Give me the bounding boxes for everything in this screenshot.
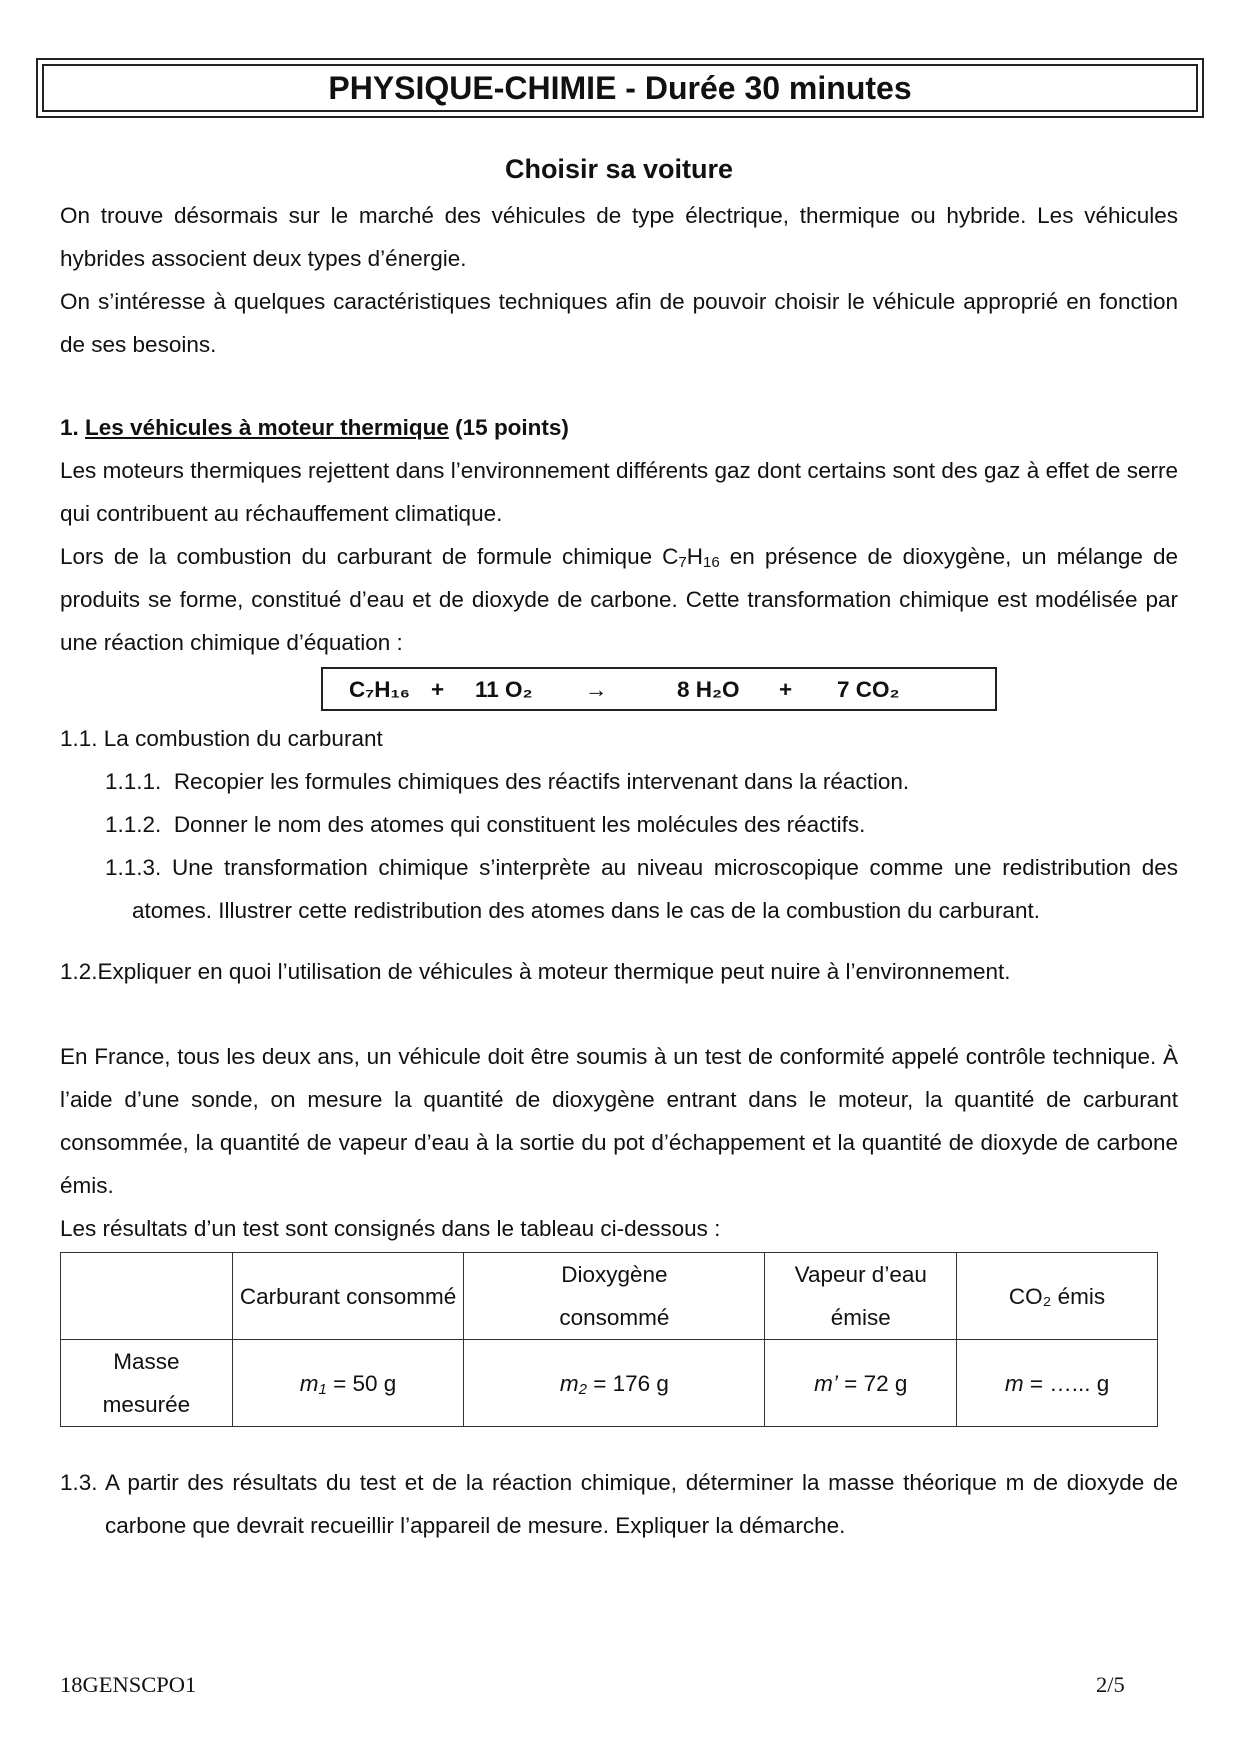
equation-product-1: 8 H₂O <box>677 677 740 702</box>
exercise-title: Choisir sa voiture <box>504 154 734 184</box>
paragraph-controle-technique: En France, tous les deux ans, un véhicule doit être soumis à un test de conformité appelé contrôle technique. À l’aide d’une sonde, on mesure la quantité de dioxygène entrant dans le moteur, la quantité de carburant consommée, la quantité de vapeur d’eau à la sortie du pot d’échappement et la quantité de dioxyde de carbone émis. <box>60 1044 1178 1198</box>
table-header-cell: CO₂ émis <box>957 1253 1158 1340</box>
table-cell: $m_1 = 50$ g <box>232 1340 464 1427</box>
equation-plus-2: + <box>779 677 793 702</box>
question-1-2: 1.2.Expliquer en quoi l’utilisation de véhicules à moteur thermique peut nuire à l’environnement. <box>60 959 1011 984</box>
table-cell: m’ = 72 g <box>765 1340 957 1427</box>
equation-plus-1: + <box>431 677 445 702</box>
footer-code: 18GENSCPO1 <box>60 1672 197 1697</box>
table-cell: $m_2 = 176$ g <box>464 1340 765 1427</box>
section-1-paragraph-2: Lors de la combustion du carburant de formule chimique $C_7H_{16}$ en présence de dioxygène, un mélange de produits se forme, constitué d’eau et de dioxyde de carbone. Cette transformation chimique est modélisée par une réaction chimique d’équation : <box>60 544 1178 655</box>
section-1-number: 1. <box>60 415 79 440</box>
section-1-paragraph-1: Les moteurs thermiques rejettent dans l’environnement différents gaz dont certains sont des gaz à effet de serre qui contribuent au réchauffement climatique. <box>60 458 1178 526</box>
question-1-3: 1.3. A partir des résultats du test et de la réaction chimique, déterminer la masse théorique m de dioxyde de carbone que devrait recueillir l’appareil de mesure. Expliquer la démarche. <box>60 1470 1178 1538</box>
table-corner-cell <box>61 1253 233 1340</box>
footer-page-number: 2/5 <box>1096 1672 1125 1697</box>
page-title: PHYSIQUE-CHIMIE - Durée 30 minutes <box>42 64 1198 112</box>
table-header-cell: Vapeur d’eau émise <box>765 1253 957 1340</box>
section-1-title: Les véhicules à moteur thermique <box>85 415 449 440</box>
question-1-1-3: 1.1.3. Une transformation chimique s’interprète au niveau microscopique comme une redistribution des atomes. Illustrer cette redistribution des atomes dans le cas de la combustion du carburant. <box>105 855 1178 923</box>
table-cell: m = …... g <box>957 1340 1158 1427</box>
equation-product-2: 7 CO₂ <box>837 677 900 702</box>
table-row-label: Masse mesurée <box>61 1340 233 1427</box>
table-row <box>61 1340 1158 1427</box>
question-1-1-1: 1.1.1. Recopier les formules chimiques des réactifs intervenant dans la réaction. <box>105 769 910 794</box>
intro-paragraph-2: On s’intéresse à quelques caractéristiques techniques afin de pouvoir choisir le véhicule approprié en fonction de ses besoins. <box>60 289 1178 357</box>
table-header-cell: Dioxygène consommé <box>464 1253 765 1340</box>
table-header-row <box>61 1253 1158 1340</box>
equation-reactant-1: C₇H₁₆ <box>349 677 411 702</box>
intro-paragraph-1: On trouve désormais sur le marché des véhicules de type électrique, thermique ou hybride. Les véhicules hybrides associent deux types d’énergie. <box>60 203 1178 271</box>
paragraph-results-intro: Les résultats d’un test sont consignés dans le tableau ci-dessous : <box>60 1216 721 1241</box>
question-1-1: 1.1. La combustion du carburant <box>60 726 383 751</box>
content-flow <box>60 194 1178 1547</box>
equation-reactant-2: 11 O₂ <box>475 677 533 702</box>
table-header-cell: Carburant consommé <box>232 1253 464 1340</box>
section-1-heading <box>60 406 1178 449</box>
section-1-points: (15 points) <box>455 415 569 440</box>
chemical-equation-box <box>321 667 997 711</box>
equation-arrow: → <box>585 677 608 702</box>
title-frame <box>36 58 1204 118</box>
results-table <box>60 1252 1158 1427</box>
question-1-1-2: 1.1.2. Donner le nom des atomes qui constituent les molécules des réactifs. <box>105 812 866 837</box>
